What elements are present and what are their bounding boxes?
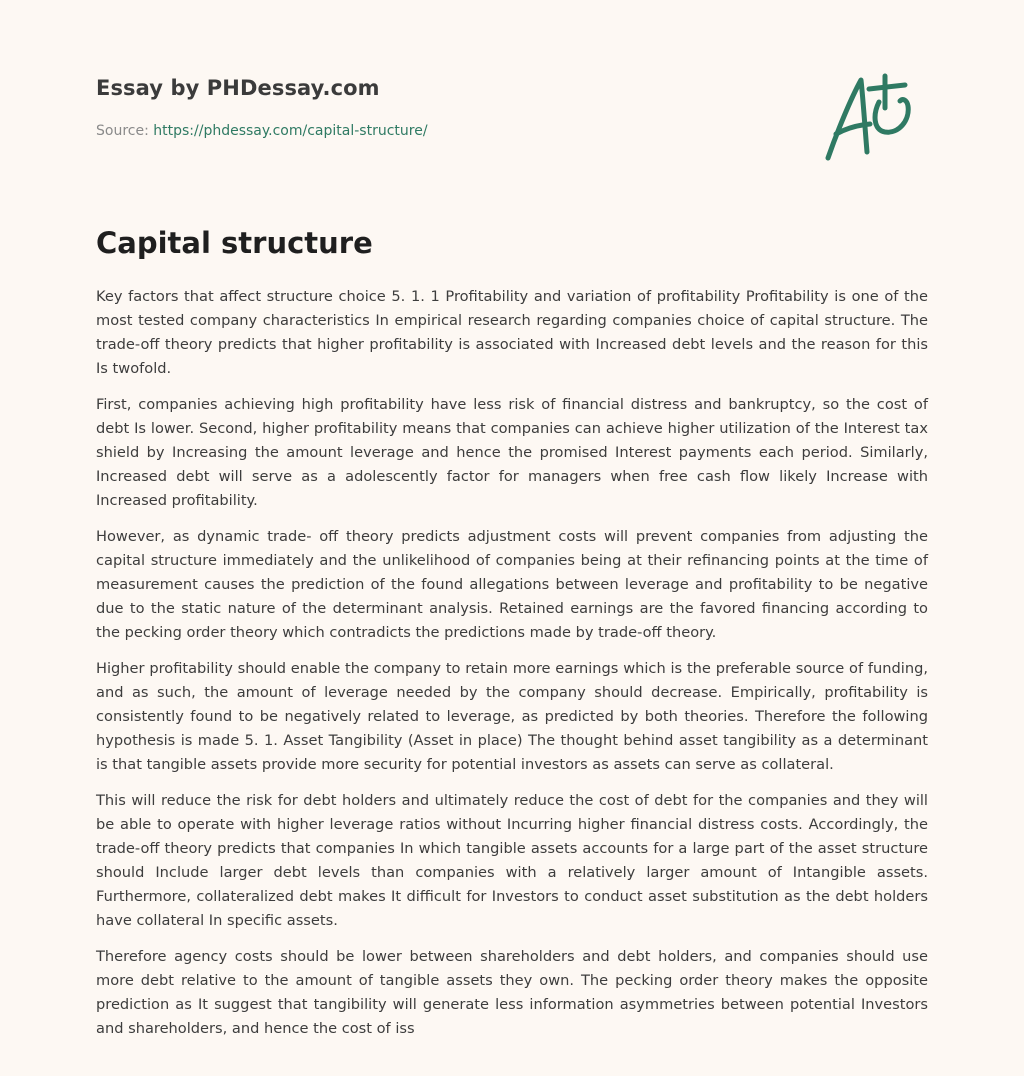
a-plus-logo-icon	[823, 68, 927, 164]
brand-title: Essay by PHDessay.com	[96, 76, 380, 100]
essay-paragraph: Key factors that affect structure choice 5. 1. 1 Profitability and variation of profitability Profitability is one of the most tested company characteristics In empirical research regarding companies choice of capital structure. The trade-off theory predicts that higher profitability is associated with Increased debt levels and the reason for this Is twofold.	[96, 288, 928, 377]
essay-paragraph: However, as dynamic trade- off theory predicts adjustment costs will prevent companies from adjusting the capital structure immediately and the unlikelihood of companies being at their refinancing points at the time of measurement causes the prediction of the found allegations between leverage and profitability to be negative due to the static nature of the determinant analysis. Retained earnings are the favored financing according to the pecking order theory which contradicts the predictions made by trade-off theory.	[96, 528, 928, 641]
essay-paragraph: First, companies achieving high profitability have less risk of financial distress and bankruptcy, so the cost of debt Is lower. Second, higher profitability means that companies can achieve higher utilization of the Interest tax shield by Increasing the amount leverage and hence the promised Interest payments each period. Similarly, Increased debt will serve as a adolescently factor for managers when free cash flow likely Increase with Increased profitability.	[96, 396, 928, 509]
essay-body	[96, 285, 928, 1053]
essay-title: Capital structure	[96, 226, 373, 260]
source-label: Source:	[96, 123, 154, 139]
source-link[interactable]: https://phdessay.com/capital-structure/	[153, 123, 428, 139]
essay-paragraph: This will reduce the risk for debt holders and ultimately reduce the cost of debt for the companies and they will be able to operate with higher leverage ratios without Incurring higher financial distress costs. Accordingly, the trade-off theory predicts that companies In which tangible assets accounts for a large part of the asset structure should Include larger debt levels than companies with a relatively larger amount of Intangible assets. Furthermore, collateralized debt makes It difficult for Investors to conduct asset substitution as the debt holders have collateral In specific assets.	[96, 792, 928, 929]
source-line	[96, 123, 428, 139]
essay-paragraph: Therefore agency costs should be lower between shareholders and debt holders, and companies should use more debt relative to the amount of tangible assets they own. The pecking order theory makes the opposite prediction as It suggest that tangibility will generate less information asymmetries between potential Investors and shareholders, and hence the cost of iss	[96, 948, 928, 1037]
essay-paragraph: Higher profitability should enable the company to retain more earnings which is the preferable source of funding, and as such, the amount of leverage needed by the company should decrease. Empirically, profitability is consistently found to be negatively related to leverage, as predicted by both theories. Therefore the following hypothesis is made 5. 1. Asset Tangibility (Asset in place) The thought behind asset tangibility as a determinant is that tangible assets provide more security for potential investors as assets can serve as collateral.	[96, 660, 928, 773]
